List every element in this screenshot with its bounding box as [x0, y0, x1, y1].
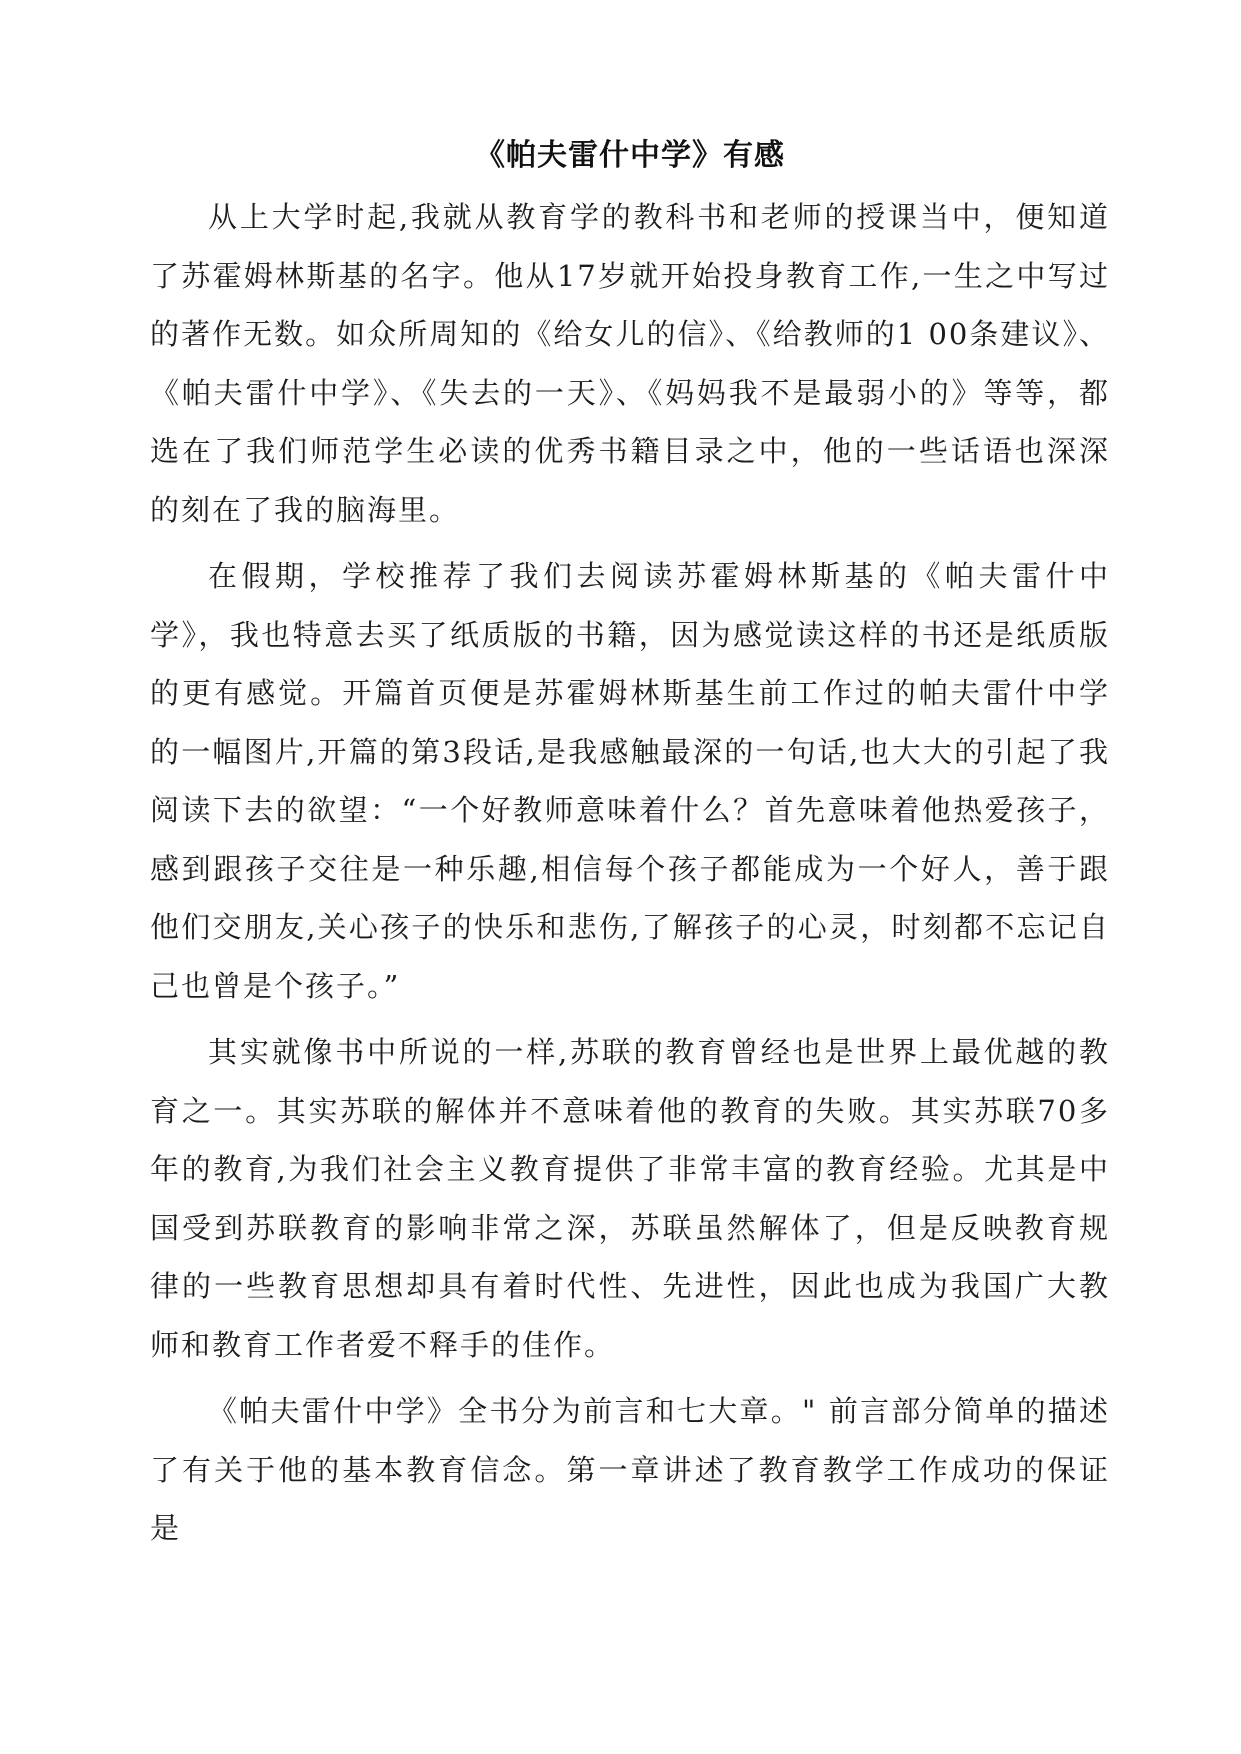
paragraph-3: 其实就像书中所说的一样,苏联的教育曾经也是世界上最优越的教育之一。其实苏联的解体并不意味着他的教育的失败。其实苏联70多年的教育,为我们社会主义教育提供了非常丰富的教育经验。尤其是中国受到苏联教育的影响非常之深，苏联虽然解体了，但是反映教育规律的一些教育思想却具有着时代性、先进性，因此也成为我国广大教师和教育工作者爱不释手的佳作。 — [150, 1035, 1110, 1362]
paragraph-4: 《帕夫雷什中学》全书分为前言和七大章。" 前言部分简单的描述了有关于他的基本教育信念。第一章讲述了教育教学工作成功的保证是 — [150, 1394, 1110, 1545]
document-body — [150, 134, 1110, 1566]
paragraph-1: 从上大学时起,我就从教育学的教科书和老师的授课当中，便知道了苏霍姆林斯基的名字。他从17岁就开始投身教育工作,一生之中写过的著作无数。如众所周知的《给女儿的信》、《给教师的1 00条建议》、《帕夫雷什中学》、《失去的一天》、《妈妈我不是最弱小的》等等，都选在了我们师范学生必读的优秀书籍目录之中，他的一些话语也深深的刻在了我的脑海里。 — [150, 200, 1110, 527]
paragraph-2: 在假期，学校推荐了我们去阅读苏霍姆林斯基的《帕夫雷什中学》，我也特意去买了纸质版的书籍，因为感觉读这样的书还是纸质版的更有感觉。开篇首页便是苏霍姆林斯基生前工作过的帕夫雷什中学的一幅图片,开篇的第3段话,是我感触最深的一句话,也大大的引起了我阅读下去的欲望：“一个好教师意味着什么？首先意味着他热爱孩子，感到跟孩子交往是一种乐趣,相信每个孩子都能成为一个好人，善于跟他们交朋友,关心孩子的快乐和悲伤,了解孩子的心灵，时刻都不忘记自己也曾是个孩子。” — [150, 559, 1110, 1003]
document-title: 《帕夫雷什中学》有感 — [475, 138, 785, 173]
